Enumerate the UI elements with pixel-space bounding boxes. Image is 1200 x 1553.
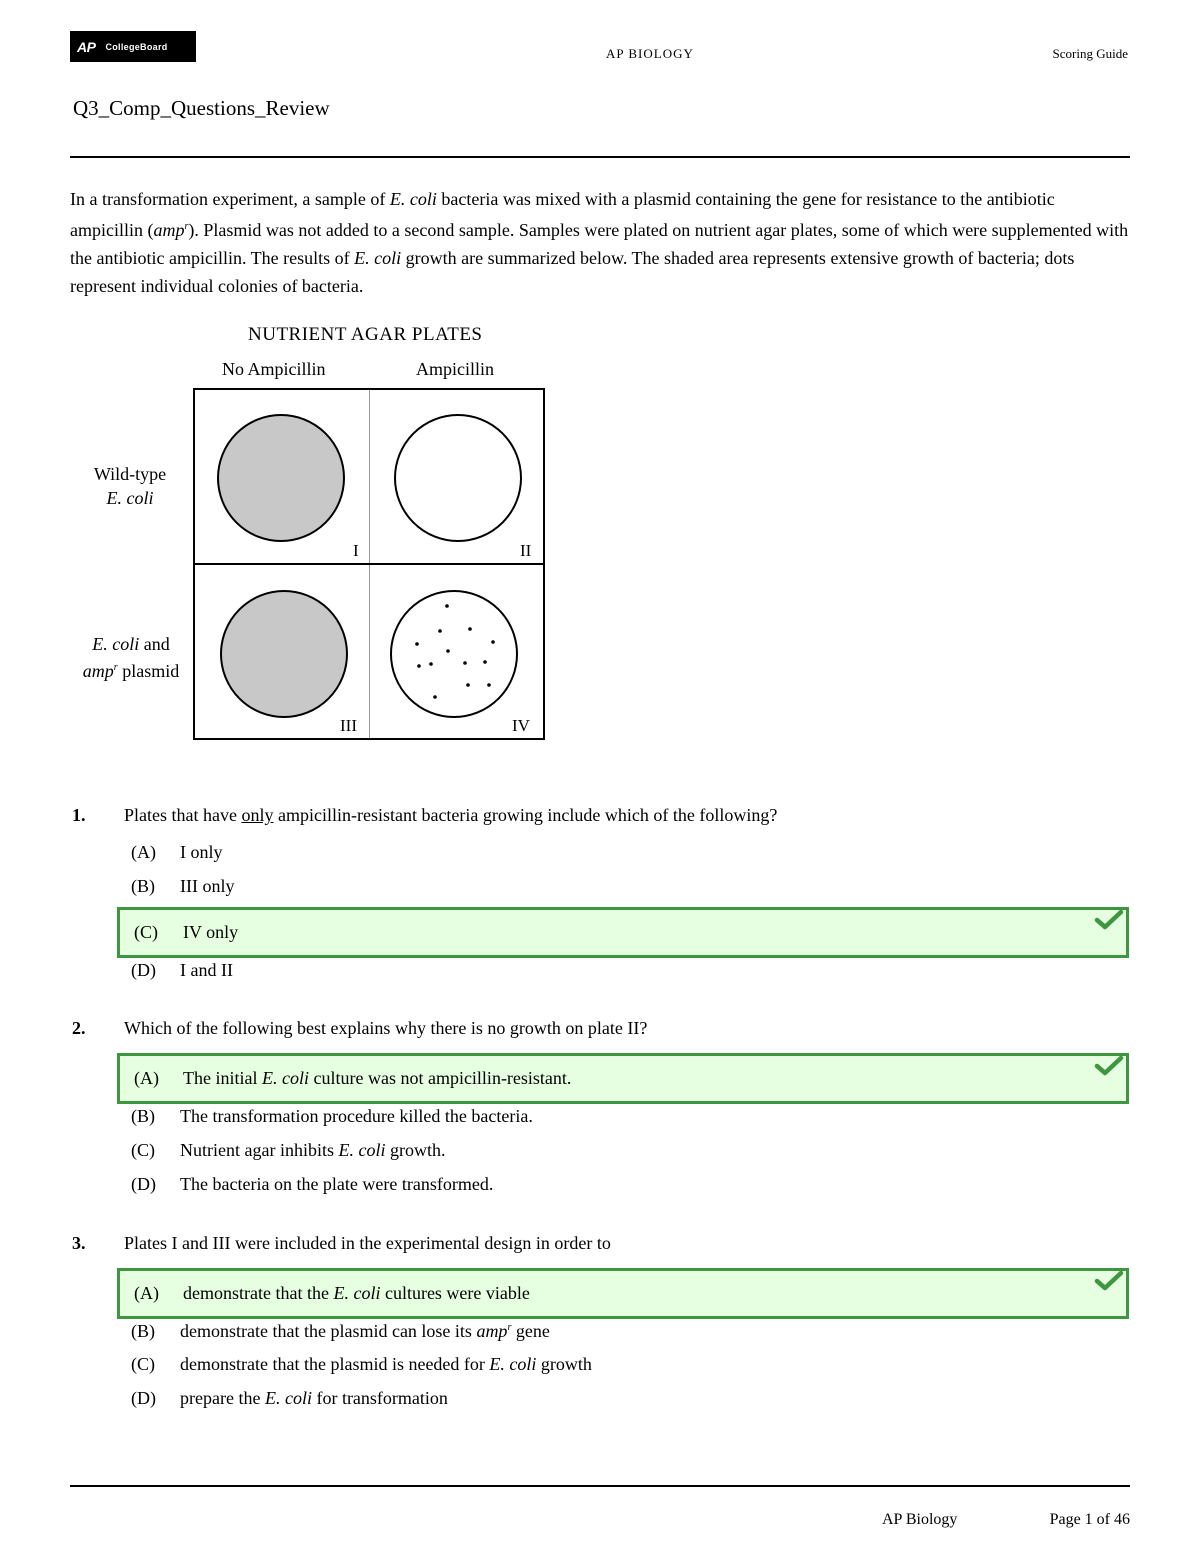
q2-option-a-correct[interactable]: (A) The initial E. coli culture was not ampicillin-resistant.: [117, 1053, 1129, 1104]
question-2-stem: Which of the following best explains why there is no growth on plate II?: [124, 1018, 648, 1038]
question-3-number: 3.: [72, 1233, 86, 1253]
question-3-stem: Plates I and III were included in the experimental design in order to: [124, 1233, 611, 1253]
footer-page-number: Page 1 of 46: [1049, 1511, 1130, 1528]
plate-label-ii: II: [520, 541, 532, 560]
logo-collegeboard-text: CollegeBoard: [105, 41, 168, 52]
title-divider: [70, 156, 1130, 158]
q3-option-a-correct[interactable]: (A) demonstrate that the E. coli cultures were viable: [117, 1268, 1129, 1319]
footer-course: AP Biology: [882, 1511, 958, 1528]
checkmark-icon: [1094, 909, 1124, 931]
row-label-wild-type: Wild-type E. coli: [93, 464, 167, 508]
q3-option-d[interactable]: (D) prepare the E. coli for transformation: [131, 1388, 448, 1408]
q3-option-b[interactable]: (B) demonstrate that the plasmid can lose its amp$^r$ gene: [131, 1321, 550, 1341]
header-subject: AP BIOLOGY: [606, 46, 694, 61]
header-scoring-guide: Scoring Guide: [1052, 46, 1128, 61]
q2-option-b[interactable]: (B) The transformation procedure killed the bacteria.: [131, 1106, 533, 1126]
footer-divider: [70, 1485, 1130, 1487]
q3-option-c[interactable]: (C) demonstrate that the plasmid is needed for E. coli growth: [131, 1354, 592, 1374]
page-title: Q3_Comp_Questions_Review: [73, 96, 330, 120]
plate-label-iii: III: [340, 716, 357, 735]
plate-ii-empty: [395, 415, 521, 541]
plate-iv-colony-dots: [415, 604, 495, 699]
plate-label-iv: IV: [512, 716, 530, 735]
figure-title: NUTRIENT AGAR PLATES: [248, 324, 483, 345]
plates-figure: [195, 390, 543, 738]
question-2-number: 2.: [72, 1018, 86, 1038]
ap-collegeboard-logo: [70, 31, 196, 62]
plate-iii-growth: [221, 591, 347, 717]
row-label-plasmid: E. coli and amp$^r$ plasmid: [82, 634, 180, 681]
q1-option-b[interactable]: (B) III only: [131, 876, 235, 896]
plate-label-i: I: [353, 541, 359, 560]
q1-option-a[interactable]: (A) I only: [131, 842, 223, 862]
q1-option-c-correct[interactable]: (C) IV only: [117, 907, 1129, 958]
q1-option-d[interactable]: (D) I and II: [131, 960, 233, 980]
column-label-ampicillin: Ampicillin: [416, 359, 494, 379]
q2-option-c[interactable]: (C) Nutrient agar inhibits E. coli growth.: [131, 1140, 446, 1160]
intro-paragraph: In a transformation experiment, a sample of E. coli bacteria was mixed with a plasmid containing the gene for resistance to the antibiotic ampicillin (amp$^r$). Plasmid was not added to a second sample. Samples were plated on nutrient agar plates, some of which were supplemented with the antibiotic ampicillin. The results of E. coli growth are summarized below. The shaded area represents extensive growth of bacteria; dots represent individual colonies of bacteria.: [70, 189, 1129, 296]
logo-ap-text: AP: [77, 38, 96, 55]
column-label-no-ampicillin: No Ampicillin: [222, 359, 326, 379]
checkmark-icon: [1094, 1055, 1124, 1077]
question-1-number: 1.: [72, 805, 86, 825]
question-1-stem: Plates that have only ampicillin-resistant bacteria growing include which of the following?: [124, 805, 778, 825]
q2-option-d[interactable]: (D) The bacteria on the plate were transformed.: [131, 1174, 494, 1194]
plate-i-growth: [218, 415, 344, 541]
plate-iv-colonies: [391, 591, 517, 717]
checkmark-icon: [1094, 1270, 1124, 1292]
